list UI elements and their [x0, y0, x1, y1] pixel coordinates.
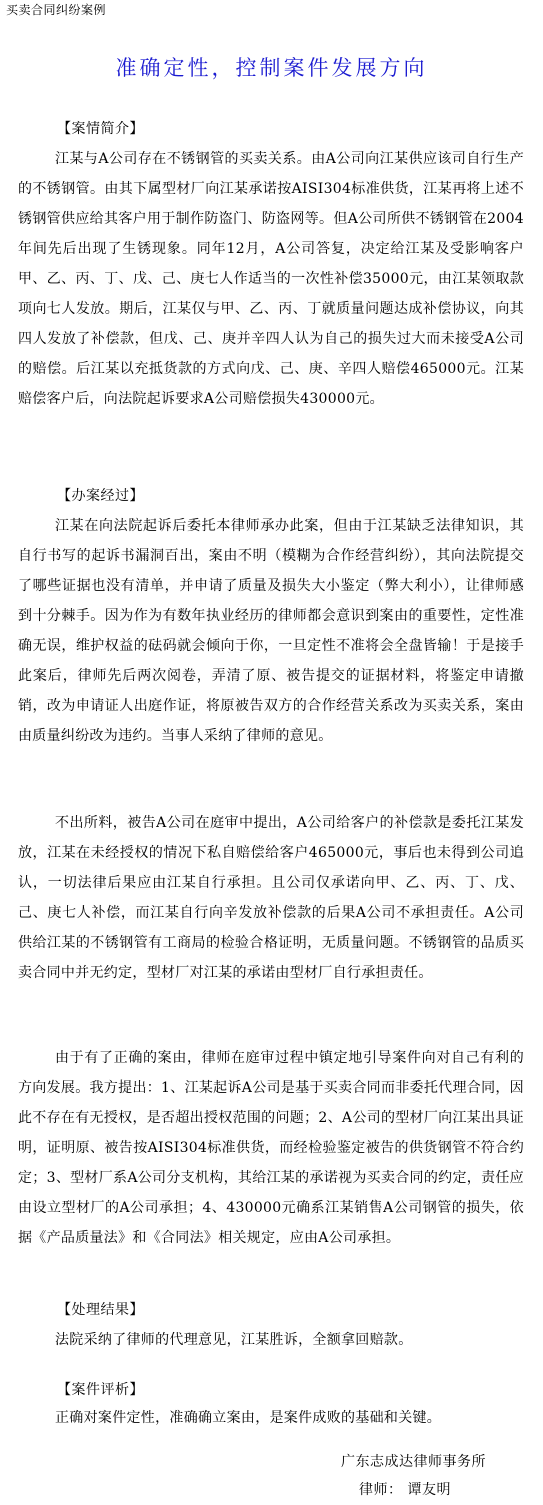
lawyer-name: 律师： 谭友明 [359, 1482, 451, 1498]
paragraph-result: 法院采纳了律师的代理意见，江某胜诉，全额拿回赔款。 [55, 1332, 413, 1348]
law-firm-name: 广东志成达律师事务所 [341, 1454, 486, 1470]
paragraph-analysis: 正确对案件定性，准确确立案由，是案件成败的基础和关键。 [55, 1410, 442, 1426]
paragraph-handling-process-2: 不出所料，被告A公司在庭审中提出，A公司给客户的补偿款是委托江某发放，江某在未经授权的情况下私自赔偿给客户465000元，事后也未得到公司追认，一切法律后果应由江某自行承担。且公司仅承诺向甲、乙、丙、丁、戊、己、庚七人补偿，而江某自行向辛发放补偿款的后果A公司不承担责任。A公司供给江某的不锈钢管有工商局的检验合格证明，无质量问题。不锈钢管的品质买卖合同中并无约定，型材厂对江某的承诺由型材厂自行承担责任。 [18, 815, 524, 981]
paragraph-case-summary: 江某与A公司存在不锈钢管的买卖关系。由A公司向江某供应该司自行生产的不锈钢管。由其下属型材厂向江某承诺按AISI304标准供货，江某再将上述不锈钢管供应给其客户用于制作防盗门、防盗网等。但A公司所供不锈钢管在2004年间先后出现了生锈现象。同年12月，A公司答复，决定给江某及受影响客户甲、乙、丙、丁、戊、己、庚七人作适当的一次性补偿35000元，由江某领取款项向七人发放。期后，江某仅与甲、乙、丙、丁就质量问题达成补偿协议，向其四人发放了补偿款，但戊、己、庚并辛四人认为自己的损失过大而未接受A公司的赔偿。后江某以充抵货款的方式向戊、己、庚、辛四人赔偿465000元。江某赔偿客户后，向法院起诉要求A公司赔偿损失430000元。 [18, 151, 524, 407]
article-title: 准确定性，控制案件发展方向 [115, 56, 428, 80]
document-header: 买卖合同纠纷案例 [6, 3, 107, 17]
paragraph-handling-process-1: 江某在向法院起诉后委托本律师承办此案，但由于江某缺乏法律知识，其自行书写的起诉书漏洞百出，案由不明（模糊为合作经营纠纷），其向法院提交了哪些证据也没有清单，并申请了质量及损失大小鉴定（弊大利小），让律师感到十分棘手。因为作为有数年执业经历的律师都会意识到案由的重要性，定性准确无误，维护权益的砝码就会倾向于你，一旦定性不准将会全盘皆输！于是接手此案后，律师先后两次阅卷，弄清了原、被告提交的证据材料，将鉴定申请撤销，改为申请证人出庭作证，将原被告双方的合作经营关系改为买卖关系，案由由质量纠纷改为违约。当事人采纳了律师的意见。 [18, 518, 524, 744]
section-heading-result: 【处理结果】 [57, 1302, 144, 1318]
section-heading-case-summary: 【案情简介】 [57, 121, 144, 137]
paragraph-handling-process-3: 由于有了正确的案由，律师在庭审过程中镇定地引导案件向对自己有利的方向发展。我方提出：1、江某起诉A公司是基于买卖合同而非委托代理合同，因此不存在有无授权，是否超出授权范围的问题；2、A公司的型材厂向江某出具证明，证明原、被告按AISI304标准供货，而经检验鉴定被告的供货钢管不符合约定；3、型材厂系A公司分支机构，其给江某的承诺视为买卖合同的约定，责任应由设立型材厂的A公司承担；4、430000元确系江某销售A公司钢管的损失，依据《产品质量法》和《合同法》相关规定，应由A公司承担。 [18, 1050, 524, 1246]
section-heading-analysis: 【案件评析】 [57, 1382, 144, 1398]
section-heading-handling-process: 【办案经过】 [57, 488, 144, 504]
